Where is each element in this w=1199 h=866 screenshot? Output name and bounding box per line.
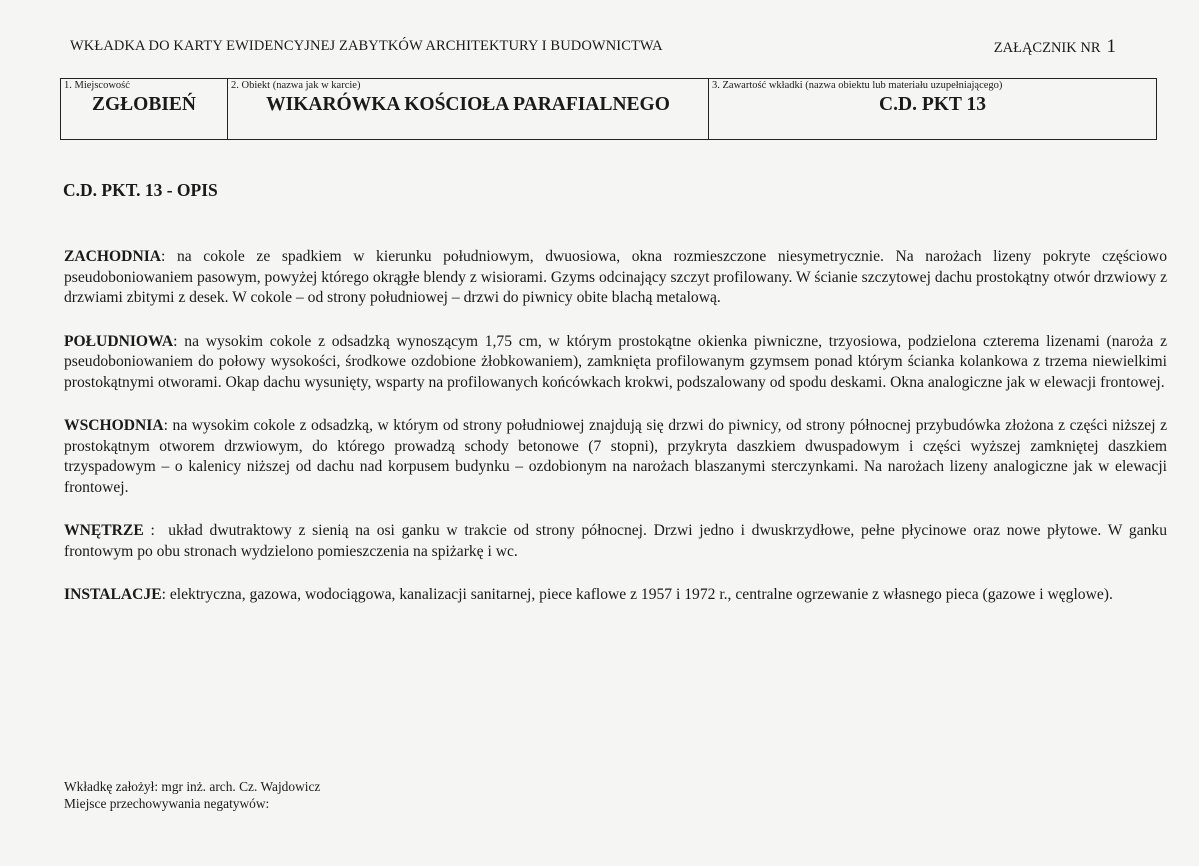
attachment-number (994, 36, 1116, 58)
document-header: WKŁADKA DO KARTY EWIDENCYJNEJ ZABYTKÓW ARCHITEKTURY I BUDOWNICTWA (70, 38, 663, 54)
field-value: WIKARÓWKA KOŚCIOŁA PARAFIALNEGO (266, 94, 670, 115)
paragraph-heading: POŁUDNIOWA (64, 332, 174, 350)
field-object (228, 79, 709, 139)
field-locality (61, 79, 228, 139)
field-label: 1. Miejscowość (64, 80, 130, 91)
heading-separator: : (173, 332, 185, 350)
paragraph-interior (64, 521, 1167, 562)
paragraph-text: na cokole ze spadkiem w kierunku południowym, dwuosiowa, okna rozmieszczone niesymetrycznie. Na narożach lizeny pokryte częściowo pseudoboniowaniem pasowym, powyżej którego okrągłe blendy z wisiorami. Gzyms odcinający szczyt profilowany. W ścianie szczytowej dachu prostokątny otwór drzwiowy z drzwiami zbitymi z desek. W cokole – od strony południowej – drzwi do piwnicy obite blachą metalową. (64, 248, 1167, 306)
heading-separator: : (161, 586, 170, 603)
heading-separator: : (163, 417, 173, 434)
paragraph-heading: WNĘTRZE (64, 522, 144, 539)
field-label: 2. Obiekt (nazwa jak w karcie) (231, 80, 361, 91)
section-title: C.D. PKT. 13 - OPIS (63, 180, 218, 200)
paragraph-west (64, 247, 1167, 309)
header-fields-table (60, 78, 1157, 140)
field-value: C.D. PKT 13 (879, 94, 986, 115)
author-line: Wkładkę założył: mgr inż. arch. Cz. Wajdowicz (64, 779, 321, 794)
attachment-number-value: 1 (1106, 36, 1116, 57)
heading-separator: : (143, 522, 169, 539)
paragraph-heading: ZACHODNIA (64, 248, 162, 265)
attachment-label: ZAŁĄCZNIK NR (993, 40, 1101, 56)
paragraph-text: elektryczna, gazowa, wodociągowa, kanalizacji sanitarnej, piece kaflowe z 1957 i 1972 r., centralne ogrzewanie z własnego pieca (gazowe i węglowe). (169, 586, 1113, 603)
paragraph-text: na wysokim cokole z odsadzką wynoszącym 1,75 cm, w którym prostokątne okienka piwniczne, trzyosiowa, podzielona czterema lizenami (naroża z pseudoboniowaniem do połowy wysokości, środkowe ozdobione żłobkowaniem), zamknięta profilowanym gzymsem ponad którym ścianka kolankowa z trzema niewielkimi prostokątnymi otworami. Okap dachu wysunięty, wsparty na profilowanych końcówkach krokwi, podszalowany od spodu deskami. Okna analogiczne jak w elewacji frontowej. (64, 332, 1167, 391)
paragraph-south (64, 332, 1167, 394)
paragraph-installations (64, 585, 1167, 606)
paragraph-heading: INSTALACJE (64, 586, 162, 603)
heading-separator: : (161, 248, 177, 265)
field-value: ZGŁOBIEŃ (91, 94, 197, 115)
field-contents (709, 79, 1156, 139)
paragraph-east (64, 416, 1167, 498)
paragraph-text: układ dwutraktowy z sienią na osi ganku w trakcie od strony północnej. Drzwi jedno i dwuskrzydłowe, pełne płycinowe oraz nowe płytowe. W ganku frontowym po obu stronach wydzielono pomieszczenia na spiżarkę i wc. (64, 522, 1168, 560)
negatives-location-line: Miejsce przechowywania negatywów: (64, 796, 270, 811)
footer (64, 778, 320, 812)
field-label: 3. Zawartość wkładki (nazwa obiektu lub materiału uzupełniającego) (712, 80, 1003, 91)
paragraph-text: na wysokim cokole z odsadzką, w którym od strony południowej znajdują się drzwi do piwnicy, od strony północnej przybudówka złożona z części niższej z prostokątnym otworem drzwiowym, do którego prowadzą schody betonowe (7 stopni), przykryta daszkiem dwuspadowym i części wyższej zamkniętej daszkiem trzyspadowym – o kalenicy niższej od dachu nad korpusem budynku – ozdobionym na narożach blaszanymi sterczynkami. Na narożach lizeny analogiczne jak w elewacji frontowej. (64, 417, 1167, 496)
paragraph-heading: WSCHODNIA (64, 417, 164, 434)
description-body (64, 247, 1167, 629)
